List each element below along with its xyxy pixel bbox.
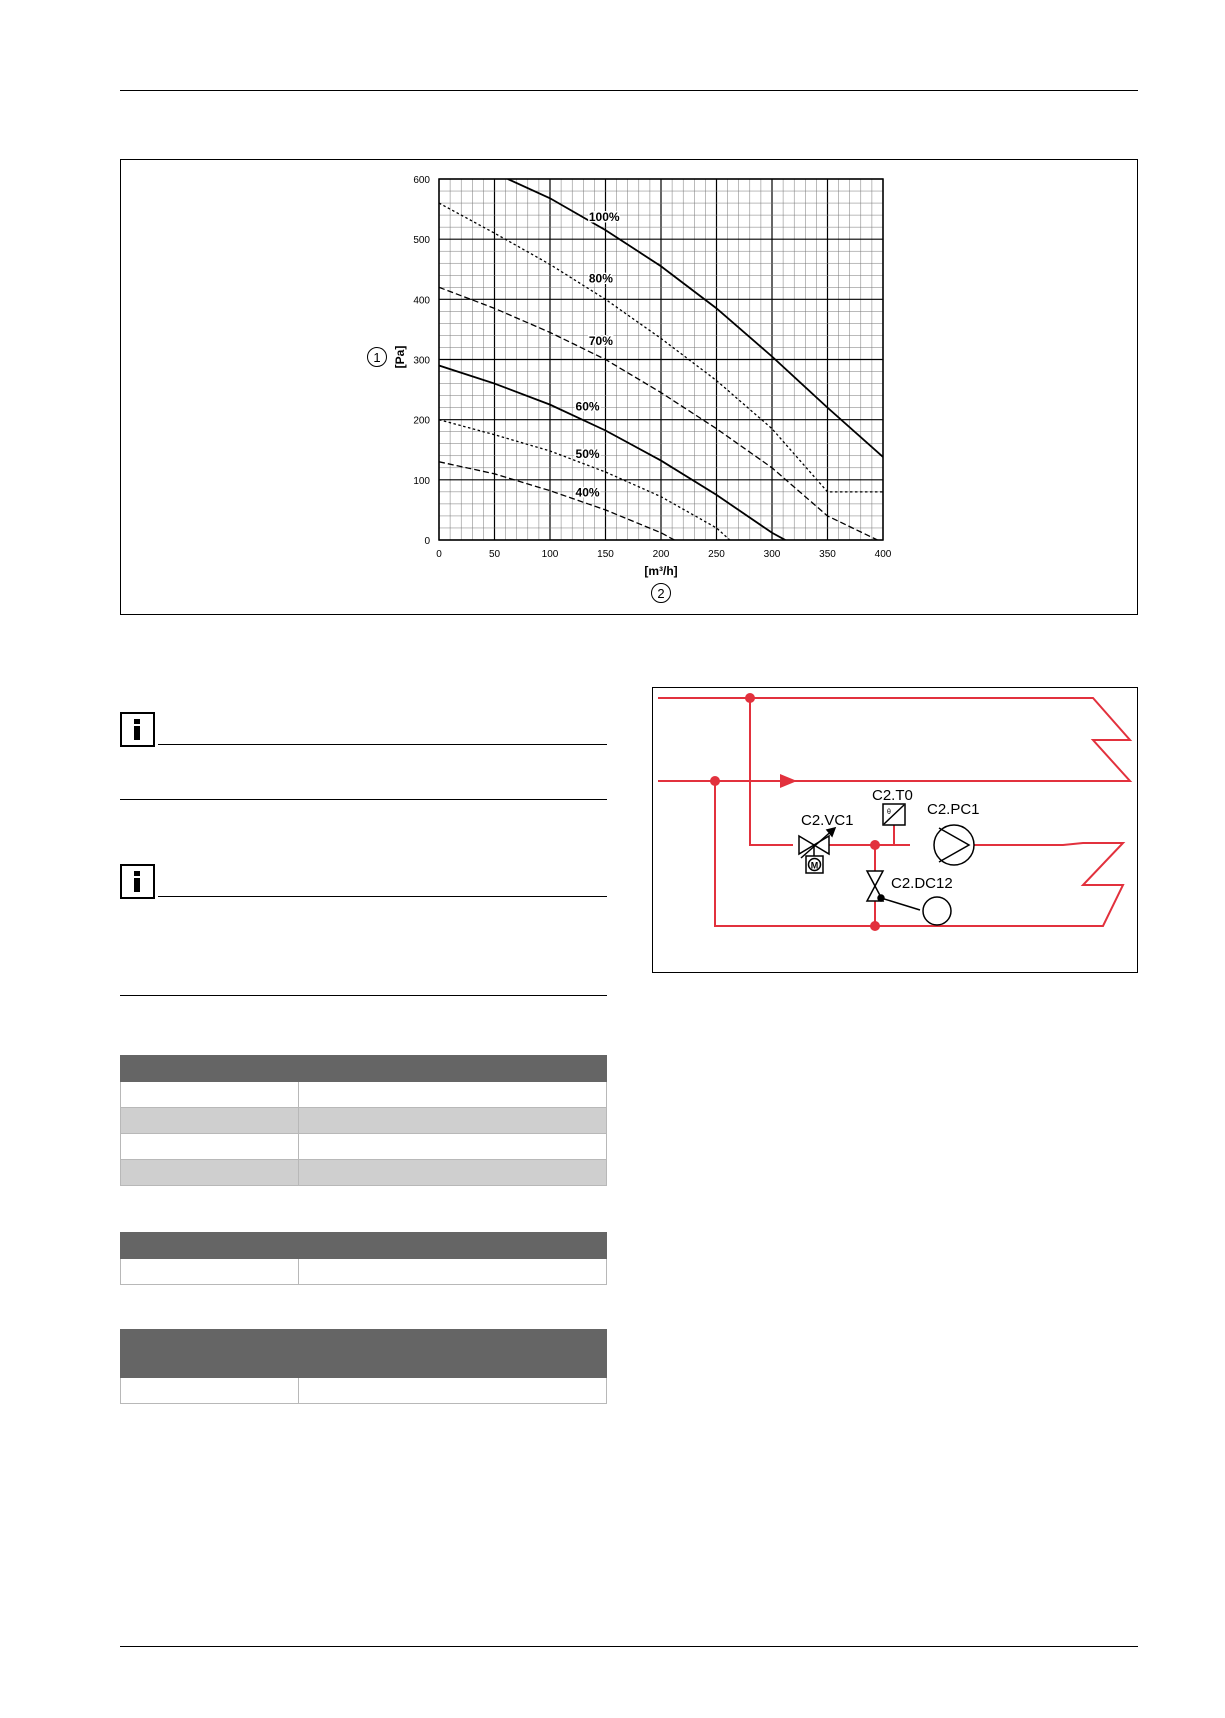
info-icon xyxy=(120,712,155,747)
x-tick-label: 200 xyxy=(652,549,670,560)
table-header-row xyxy=(121,1330,607,1378)
table-row xyxy=(121,1160,607,1186)
bypass-leader-line xyxy=(881,898,920,910)
y-tick-label: 500 xyxy=(413,235,430,247)
table-row xyxy=(121,1108,607,1134)
table-row xyxy=(121,1134,607,1160)
return-pipe xyxy=(715,781,1123,926)
hydraulic-schematic xyxy=(652,687,1138,973)
table-row xyxy=(121,1378,607,1404)
y-tick-label: 0 xyxy=(424,536,430,547)
sensor-theta: θ xyxy=(887,809,891,816)
schematic-diagram xyxy=(653,688,1137,972)
table-row xyxy=(121,1259,607,1285)
x-tick-label: 100 xyxy=(541,549,559,560)
table-cell xyxy=(121,1259,299,1285)
table-cell xyxy=(299,1082,607,1108)
x-tick-label: 300 xyxy=(763,549,781,560)
table-cell xyxy=(121,1108,299,1134)
info-note-1 xyxy=(120,712,607,812)
series-data-label: 50% xyxy=(575,447,600,462)
x-tick-label: 150 xyxy=(597,549,614,560)
info-bottom-rule xyxy=(120,995,607,996)
series-data-label: 60% xyxy=(575,399,600,414)
table-cell xyxy=(121,1378,299,1404)
table-cell xyxy=(299,1160,607,1186)
fan-curve-figure xyxy=(120,159,1138,615)
footer-rule xyxy=(120,1646,1138,1647)
y-tick-label: 100 xyxy=(413,475,430,487)
x-tick-label: 250 xyxy=(708,549,725,560)
table-cell xyxy=(121,1082,299,1108)
series-line-70pct xyxy=(439,287,877,540)
junction-dot xyxy=(870,921,880,931)
series-line-60pct xyxy=(439,366,785,540)
pump-label: C2.PC1 xyxy=(927,801,980,818)
x-tick-label: 350 xyxy=(819,549,836,560)
y-axis-label: [Pa] xyxy=(393,345,407,369)
x-tick-label: 0 xyxy=(436,549,442,560)
pump-pc1-icon xyxy=(934,825,974,865)
junction-dot xyxy=(870,840,880,850)
table-cell xyxy=(299,1108,607,1134)
x-axis-label: [m³/h] xyxy=(644,564,678,578)
y-tick-label: 300 xyxy=(413,355,430,367)
x-tick-label: 50 xyxy=(488,549,501,560)
fan-curve-chart xyxy=(121,160,1137,614)
table-header-cell xyxy=(121,1056,299,1082)
y-tick-label: 600 xyxy=(413,175,430,186)
table-row xyxy=(121,1082,607,1108)
bypass-label: C2.DC12 xyxy=(891,875,953,892)
table-cell xyxy=(121,1134,299,1160)
parameter-table-2 xyxy=(120,1232,607,1285)
x-tick-label: 400 xyxy=(874,549,892,560)
info-icon xyxy=(120,864,155,899)
table-header-cell xyxy=(299,1233,607,1259)
header-rule xyxy=(120,90,1138,91)
table-header-row xyxy=(121,1233,607,1259)
info-note-2 xyxy=(120,864,607,1004)
junction-dot xyxy=(745,693,755,703)
table-cell xyxy=(299,1134,607,1160)
y-tick-label: 200 xyxy=(413,415,430,427)
series-data-label: 100% xyxy=(588,210,620,225)
bypass-actuator-icon xyxy=(923,897,951,925)
flow-arrow-icon xyxy=(780,774,797,788)
table-header-cell xyxy=(299,1330,607,1378)
valve-left-icon xyxy=(799,836,814,854)
supply-pipe-top xyxy=(658,698,1130,781)
table-header-cell xyxy=(299,1056,607,1082)
table-cell xyxy=(299,1259,607,1285)
table-header-cell xyxy=(121,1330,299,1378)
callout-number-1: 1 xyxy=(373,350,381,365)
series-line-100pct xyxy=(508,179,883,457)
table-header-row xyxy=(121,1056,607,1082)
table-cell xyxy=(299,1378,607,1404)
junction-dot xyxy=(710,776,720,786)
bypass-valve-top-icon xyxy=(867,871,883,886)
y-tick-label: 400 xyxy=(413,295,430,307)
parameter-table-3 xyxy=(120,1329,607,1404)
motor-letter: M xyxy=(810,860,819,871)
info-rule xyxy=(158,744,607,745)
series-data-label: 70% xyxy=(588,334,613,349)
sensor-label: C2.T0 xyxy=(872,787,913,804)
junction-dots xyxy=(710,693,880,931)
parameter-table-1 xyxy=(120,1055,607,1186)
valve-label: C2.VC1 xyxy=(801,812,854,829)
series-data-label: 40% xyxy=(575,485,600,500)
info-rule xyxy=(158,896,607,897)
series-data-label: 80% xyxy=(588,271,613,286)
callout-number-2: 2 xyxy=(657,586,665,601)
branch-pipe xyxy=(750,698,793,845)
table-cell xyxy=(121,1160,299,1186)
info-bottom-rule xyxy=(120,799,607,800)
table-header-cell xyxy=(121,1233,299,1259)
